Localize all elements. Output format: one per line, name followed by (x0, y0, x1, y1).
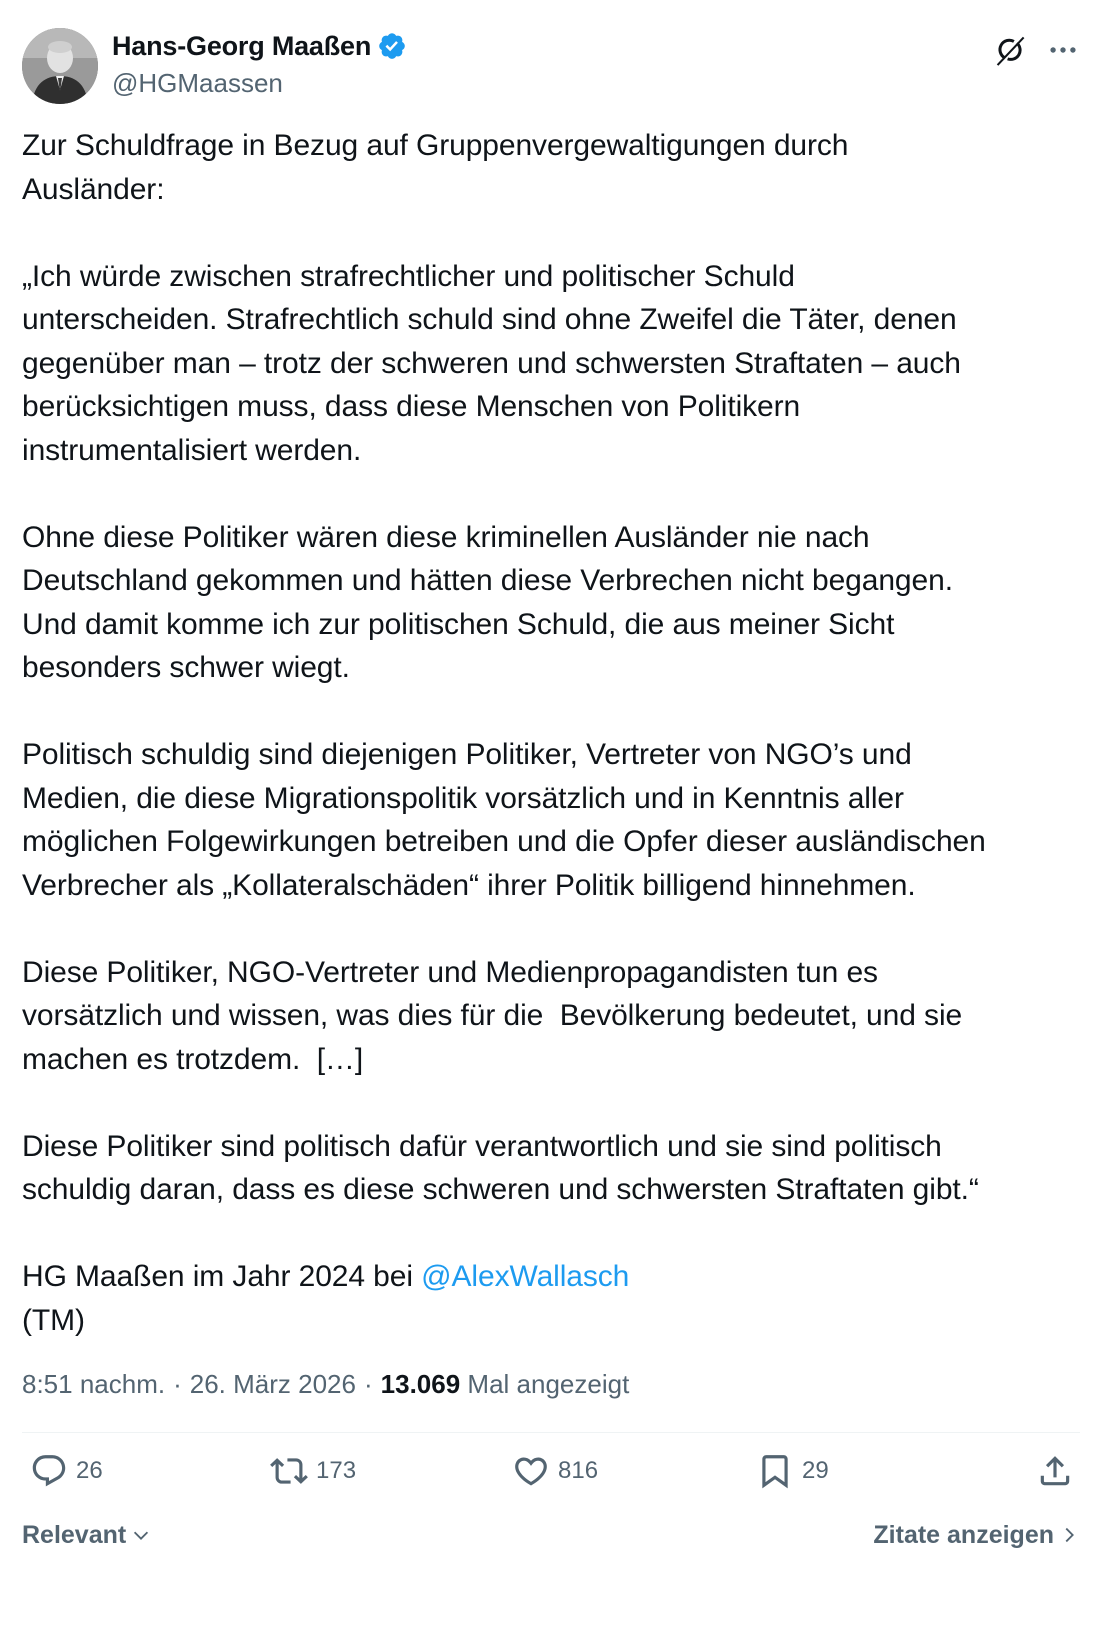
avatar[interactable] (22, 28, 98, 104)
reply-icon (30, 1452, 68, 1490)
reply-button[interactable] (30, 1452, 103, 1490)
share-button[interactable] (1036, 1452, 1074, 1490)
bookmark-button[interactable] (756, 1452, 829, 1490)
display-name[interactable]: Hans-Georg Maaßen (112, 30, 372, 61)
heart-icon (512, 1452, 550, 1490)
repost-button[interactable] (270, 1452, 356, 1490)
meta-separator: · (173, 1369, 182, 1399)
display-name-row (112, 26, 407, 66)
chevron-right-icon (1058, 1524, 1080, 1546)
mention-link[interactable]: @AlexWallasch (421, 1260, 630, 1293)
view-quotes-link[interactable] (873, 1521, 1080, 1550)
repost-count: 173 (316, 1457, 357, 1484)
header-actions (992, 32, 1080, 68)
replies-footer (22, 1512, 1080, 1558)
views-count: 13.069 (380, 1369, 461, 1399)
sort-dropdown[interactable] (22, 1521, 152, 1550)
like-button[interactable] (512, 1452, 598, 1490)
tweet-date[interactable]: 26. März 2026 (189, 1369, 356, 1399)
author-names (112, 26, 407, 99)
reply-count: 26 (76, 1457, 103, 1484)
bookmark-icon (756, 1452, 794, 1490)
tweet-header (22, 26, 1080, 106)
author-handle[interactable]: @HGMaassen (112, 68, 283, 98)
quotes-label: Zitate anzeigen (873, 1520, 1054, 1549)
tweet-meta (22, 1369, 629, 1400)
sort-label: Relevant (22, 1520, 127, 1549)
divider (22, 1432, 1080, 1433)
views-label: Mal angezeigt (467, 1369, 630, 1399)
grok-icon[interactable] (992, 32, 1028, 68)
action-bar (22, 1452, 1080, 1504)
repost-icon (270, 1452, 308, 1490)
more-icon[interactable] (1046, 33, 1080, 67)
verified-badge-icon[interactable] (377, 31, 407, 61)
avatar-image (22, 28, 98, 104)
bookmark-count: 29 (802, 1457, 829, 1484)
tweet-text-tail: (TM) (22, 1303, 85, 1337)
tweet-text-main: Zur Schuldfrage in Bezug auf Gruppenvergewaltigungen durch Ausländer: „Ich würde zwischen strafrechtlicher und politischer Schuld unterscheiden. Strafrechtlich schuld sind ohne Zweifel die Täter, denen gegenüber man – trotz der schweren und schwersten Straftaten – auch berücksichtigen muss, dass diese Menschen von Politikern instrumentalisiert werden. Ohne diese Politiker wären diese kriminellen Ausländer nie nach Deutschland gekommen und hätten diese Verbrechen nicht begangen. Und damit komme ich zur politischen Schuld, die aus meiner Sicht besonders schwer wiegt. Politisch schuldig sind diejenigen Politiker, Vertreter von NGO’s und Medien, die diese Migrationspolitik vorsätzlich und in Kenntnis aller möglichen Folgewirkungen betreiben und die Opfer dieser ausländischen Verbrecher als „Kollateralschäden“ ihrer Politik billigend hinnehmen. Diese Politiker, NGO-Vertreter und Medienpropagandisten tun es vorsätzlich und wissen, was dies für die Bevölkerung bedeutet, und sie machen es trotzdem. […] Diese Politiker sind politisch dafür verantwortlich und sie sind politisch schuldig daran, dass es diese schweren und schwersten Straftaten gibt.“ HG Maaßen im Jahr 2024 bei (22, 129, 986, 1293)
chevron-down-icon (130, 1524, 152, 1546)
meta-separator: · (363, 1369, 373, 1399)
tweet-time[interactable]: 8:51 nachm. (22, 1369, 166, 1399)
tweet-text (22, 124, 1088, 1342)
share-icon (1036, 1452, 1074, 1490)
like-count: 816 (558, 1457, 599, 1484)
views-group[interactable] (381, 1369, 630, 1400)
